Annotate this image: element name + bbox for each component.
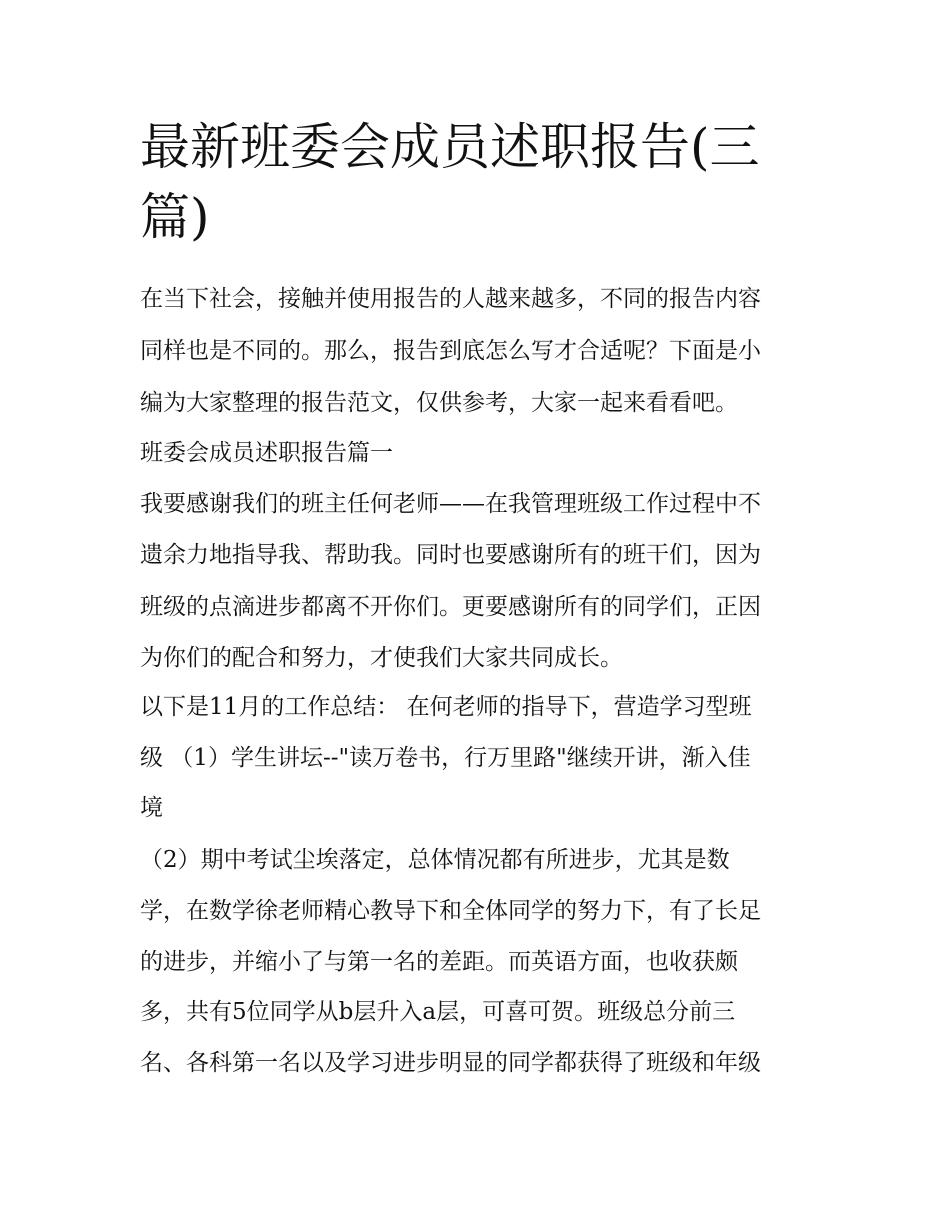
paragraph-line: 班级的点滴进步都离不开你们。更要感谢所有的同学们，正因 xyxy=(140,594,761,620)
intro-line-1: 在当下社会，接触并使用报告的人越来越多，不同的报告内容 xyxy=(140,286,761,312)
title-line-1: 最新班委会成员述职报告(三 xyxy=(140,118,760,176)
document-title xyxy=(140,112,820,252)
paragraph-line: （2）期中考试尘埃落定，总体情况都有所进步，尤其是数 xyxy=(140,847,730,873)
paragraph-line: 遗余力地指导我、帮助我。同时也要感谢所有的班干们，因为 xyxy=(140,542,761,568)
paragraph-line: 境 xyxy=(140,795,163,821)
paragraph-line: 我要感谢我们的班主任何老师——在我管理班级工作过程中不 xyxy=(140,491,761,517)
intro-line-3: 编为大家整理的报告范文，仅供参考，大家一起来看看吧。 xyxy=(140,390,738,416)
paragraph-line: 的进步，并缩小了与第一名的差距。而英语方面，也收获颇 xyxy=(140,949,738,975)
intro-line-2: 同样也是不同的。那么，报告到底怎么写才合适呢？下面是小 xyxy=(140,338,761,364)
paragraph-line: 为你们的配合和努力，才使我们大家共同成长。 xyxy=(140,645,623,671)
title-line-2: 篇) xyxy=(140,188,210,246)
section-heading: 班委会成员述职报告篇一 xyxy=(140,440,393,466)
paragraph-line: 多，共有5位同学从b层升入a层，可喜可贺。班级总分前三 xyxy=(140,999,736,1025)
paragraph-line: 学，在数学徐老师精心教导下和全体同学的努力下，有了长足 xyxy=(140,898,761,924)
paragraph-line: 级 （1）学生讲坛--"读万卷书，行万里路"继续开讲，渐入佳 xyxy=(140,745,751,771)
paragraph-line: 名、各科第一名以及学习进步明显的同学都获得了班级和年级 xyxy=(140,1050,761,1076)
paragraph-line: 以下是11月的工作总结： 在何老师的指导下，营造学习型班 xyxy=(140,694,752,720)
